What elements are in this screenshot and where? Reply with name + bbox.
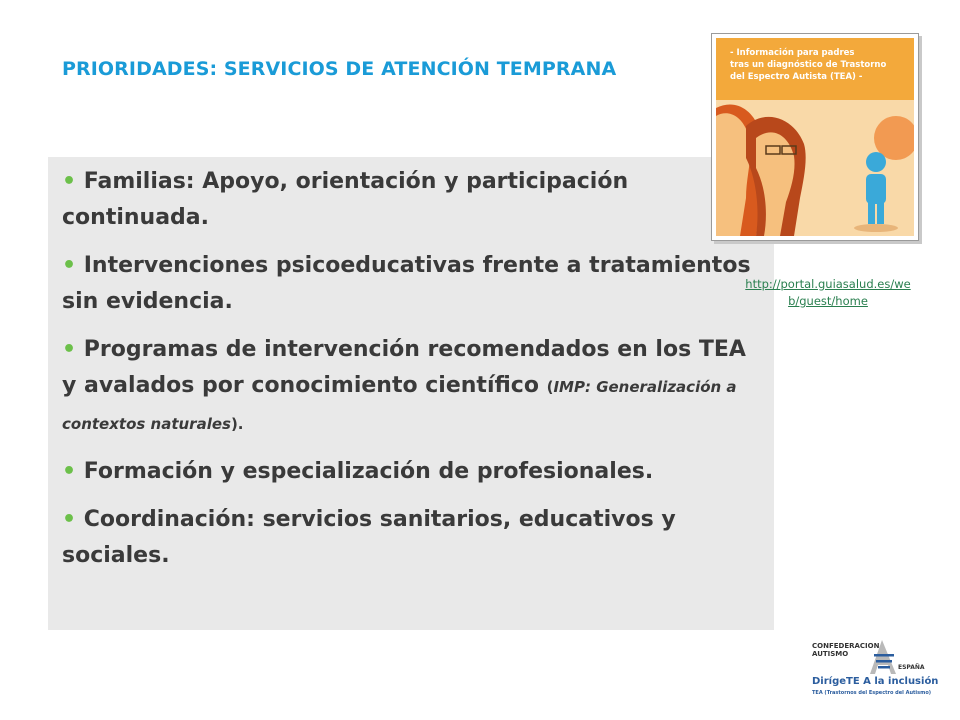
book-title-line: tras un diagnóstico de Trastorno: [730, 60, 887, 70]
bullet-item-training: [62, 454, 752, 490]
bullet-text: Formación y especialización de profesionales.: [83, 459, 654, 484]
bullet-text: Familias: Apoyo, orientación y participación continuada.: [62, 169, 629, 230]
bullet-icon: •: [62, 169, 77, 194]
slide-title: PRIORIDADES: SERVICIOS DE ATENCIÓN TEMPRANA: [62, 58, 617, 80]
bullet-icon: •: [62, 459, 77, 484]
note-close: ).: [230, 415, 244, 433]
bullet-item-coordination: [62, 502, 752, 574]
bullet-icon: •: [62, 253, 77, 278]
bullet-list: [62, 164, 752, 586]
book-cover-image: [711, 33, 919, 241]
bullet-item-interventions: [62, 248, 752, 320]
logo-line-1: CONFEDERACION: [812, 642, 880, 650]
bullet-icon: •: [62, 507, 77, 532]
bullet-text: Intervenciones psicoeducativas frente a tratamientos sin evidencia.: [62, 253, 751, 314]
note-label: IMP: Generalización a contextos naturales: [62, 378, 737, 433]
link-line-2[interactable]: b/guest/home: [788, 294, 868, 308]
logo-line-3: ESPAÑA: [898, 664, 925, 671]
note-open: (: [546, 378, 554, 396]
link-line-1[interactable]: http://portal.guiasalud.es/we: [745, 277, 911, 291]
book-title-line: del Espectro Autista (TEA) -: [730, 72, 863, 82]
bullet-icon: •: [62, 337, 77, 362]
bullet-item-families: [62, 164, 752, 236]
bullet-text: Coordinación: servicios sanitarios, educativos y sociales.: [62, 507, 676, 568]
bullet-item-programs: [62, 332, 752, 442]
logo-subtitle: TEA (Trastornos del Espectro del Autismo): [812, 690, 932, 696]
logo-line-2: AUTISMO: [812, 650, 849, 658]
guiasalud-link[interactable]: [728, 276, 928, 310]
book-cover: [716, 38, 914, 236]
bullet-text: Programas de intervención recomendados en los TEA y avalados por conocimiento científico: [62, 337, 746, 398]
autismo-espana-logo: [808, 634, 939, 700]
book-title-line: - Información para padres: [730, 48, 855, 58]
logo-tagline: DirígeTE A la inclusión: [812, 676, 939, 687]
